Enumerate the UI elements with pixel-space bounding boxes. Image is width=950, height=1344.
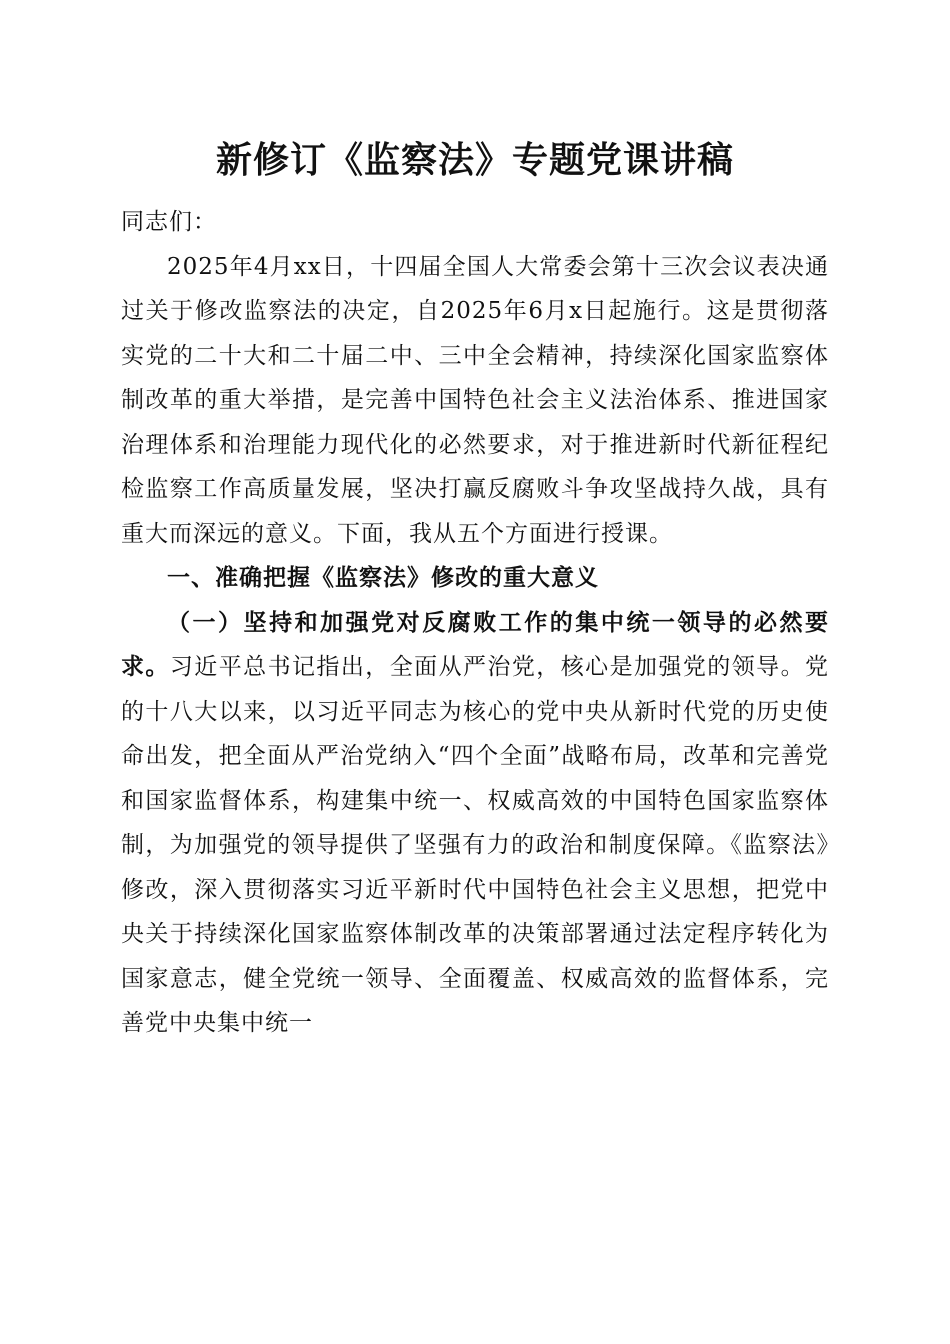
document-title: 新修订《监察法》专题党课讲稿: [215, 139, 734, 181]
subsection-body-1: 习近平总书记指出，全面从严治党，核心是加强党的领导。党的十八大以来，以习近平同志为核心的党中央从新时代党的历史使命出发，把全面从严治党纳入“四个全面”战略布局，改革和完善党和国家监督体系，构建集中统一、权威高效的中国特色国家监察体制，为加强党的领导提供了坚强有力的政治和制度保障。《监察法》修改，深入贯彻落实习近平新时代中国特色社会主义思想，把党中央关于持续深化国家监察体制改革的决策部署通过法定程序转化为国家意志，健全党统一领导、全面覆盖、权威高效的监督体系，完善党中央集中统一: [121, 654, 830, 1036]
subsection-heading-1: （一）坚持和加强党对反腐败工作的集中统一领导的必然要求。: [121, 608, 829, 680]
section-heading-1: 一、准确把握《监察法》修改的重大意义: [167, 565, 599, 591]
salutation: 同志们：: [121, 209, 217, 235]
subsection-paragraph-1: [121, 601, 829, 1046]
intro-paragraph: 2025年4月xx日，十四届全国人大常委会第十三次会议表决通过关于修改监察法的决定，自2025年6月x日起施行。这是贯彻落实党的二十大和二十届二中、三中全会精神，持续深化国家监察体制改革的重大举措，是完善中国特色社会主义法治体系、推进国家治理体系和治理能力现代化的必然要求，对于推进新时代新征程纪检监察工作高质量发展，坚决打赢反腐败斗争攻坚战持久战，具有重大而深远的意义。下面，我从五个方面进行授课。: [121, 253, 829, 547]
document-body: [121, 200, 829, 1046]
